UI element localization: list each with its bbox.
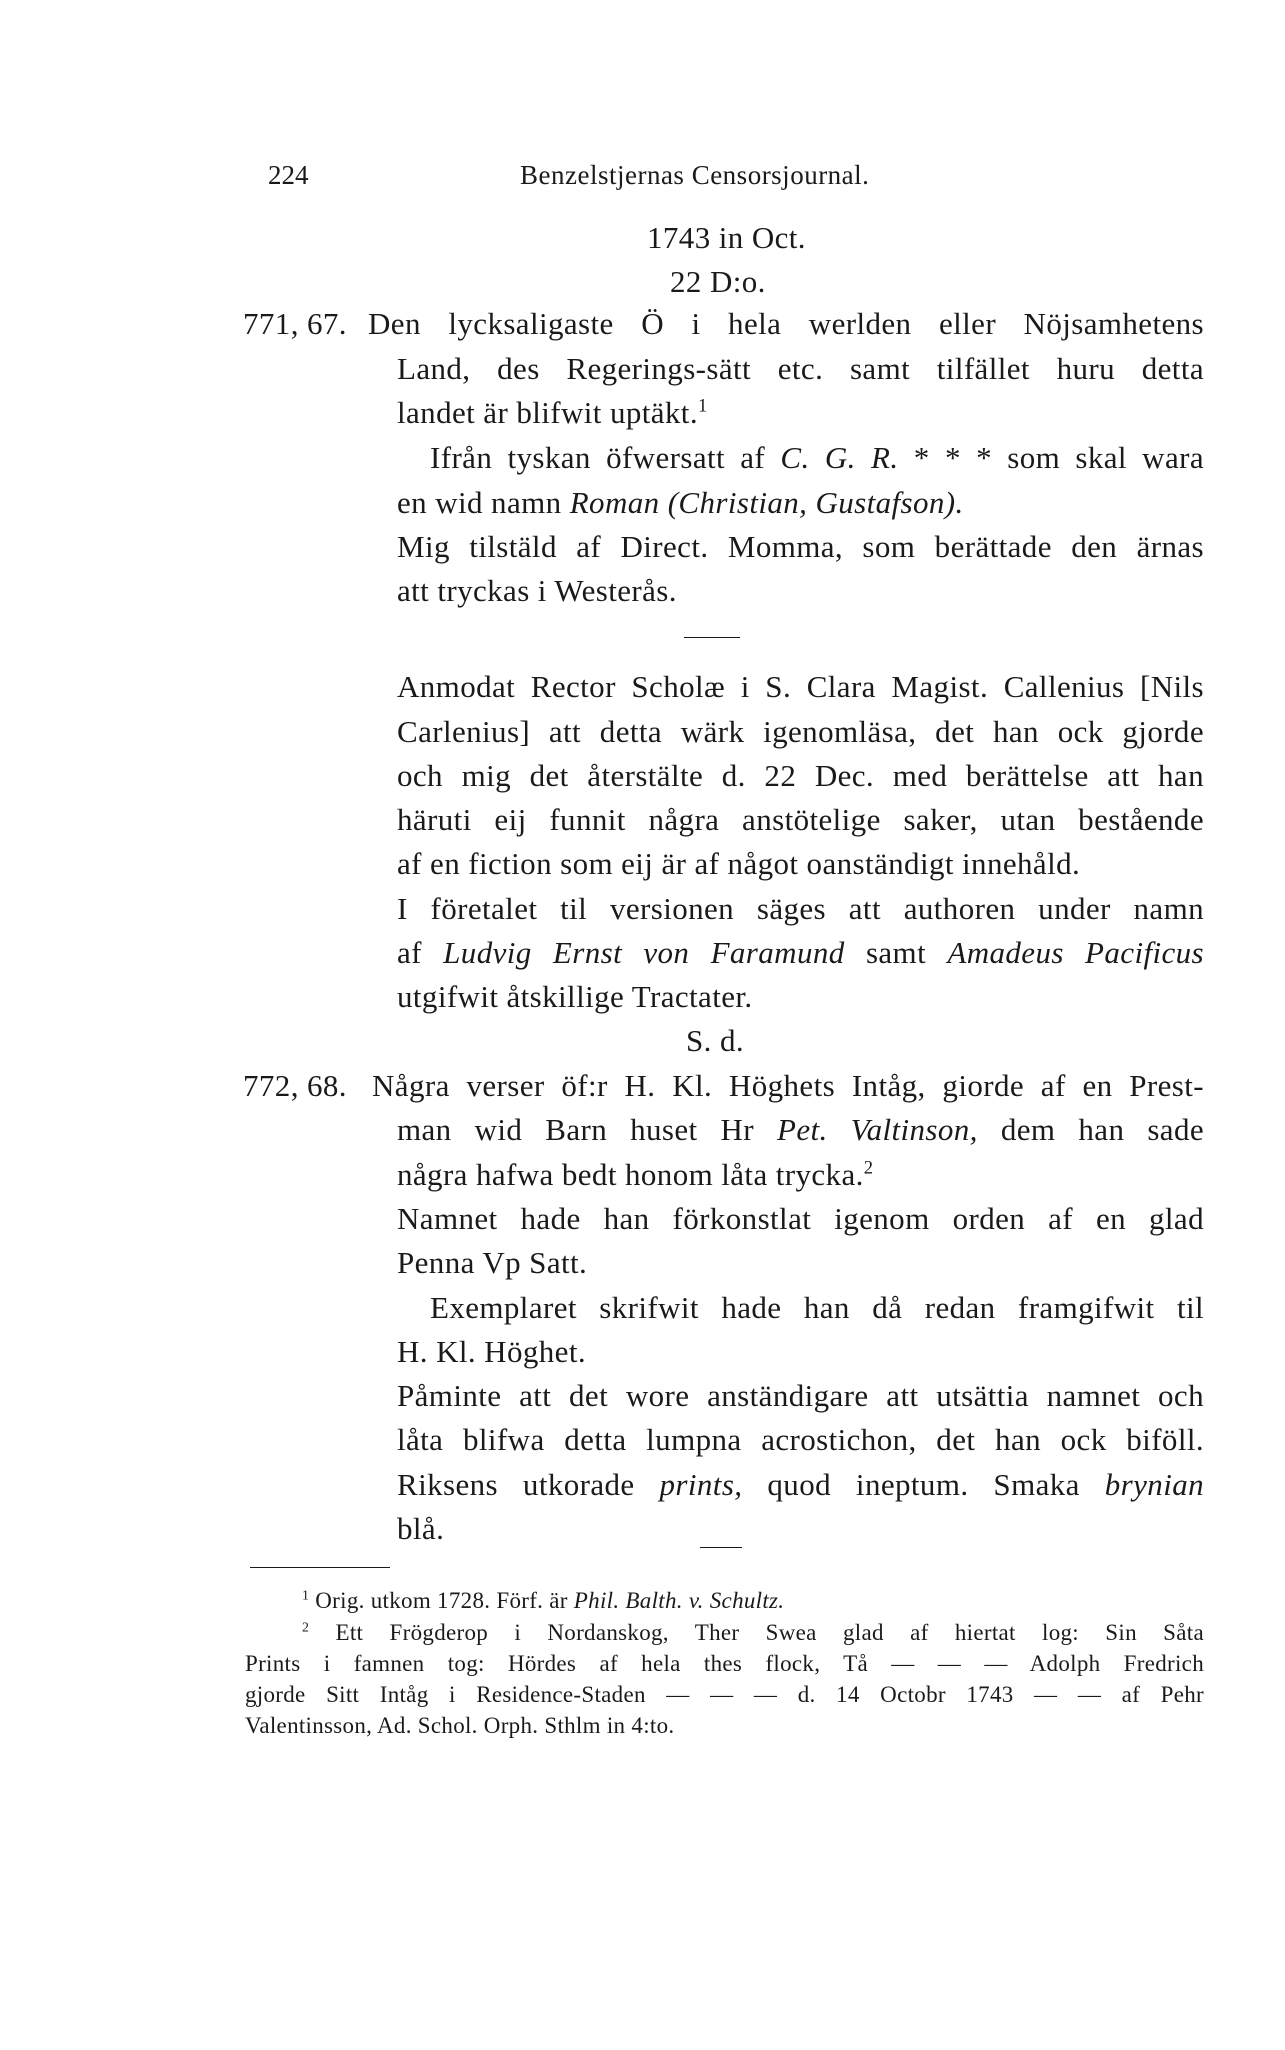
- entry-text: man wid Barn huset Hr: [397, 1112, 755, 1147]
- entry-line: [397, 1467, 1204, 1503]
- running-title: Benzelstjernas Censorsjournal.: [520, 160, 870, 190]
- word-prints: prints,: [659, 1467, 743, 1502]
- footnote-1: [302, 1588, 784, 1614]
- pseudonym-pacificus: Amadeus Pacificus: [947, 935, 1205, 970]
- entry-line: Land, des Regerings-sätt etc. samt tilfället huru detta: [397, 351, 1204, 386]
- entry-text: en wid namn: [397, 485, 562, 520]
- paragraph-line: Carlenius] att detta wärk igenomläsa, det han ock gjorde: [397, 714, 1204, 749]
- entry-line: att tryckas i Westerås.: [397, 573, 677, 608]
- entry-line: Penna Vp Satt.: [397, 1245, 588, 1280]
- entry-text: några hafwa bedt honom låta trycka.: [397, 1157, 864, 1192]
- footnote-2-line: [302, 1620, 1204, 1646]
- entry-line: Den lycksaligaste Ö i hela werlden eller Nöjsamhetens: [368, 306, 1204, 341]
- dateline-month: 1743 in Oct.: [647, 220, 806, 255]
- footnote-ref: 2: [863, 1157, 874, 1179]
- name-roman: Roman: [569, 485, 660, 520]
- footnote-mark: 1: [302, 1587, 310, 1603]
- word-brynian: brynian: [1104, 1467, 1205, 1502]
- entry-text: dem han sade: [1000, 1112, 1205, 1147]
- paragraph-line: I företalet til versionen säges att authoren under namn: [397, 891, 1204, 926]
- entry-line: blå.: [397, 1511, 445, 1546]
- footnote-text: Ett Frögderop i Nordanskog, Ther Swea glad af hiertat log: Sin Såta: [335, 1620, 1204, 1645]
- entry-number: 772, 68.: [243, 1068, 347, 1103]
- page-number: 224: [268, 160, 309, 190]
- author-initials: C. G. R.: [780, 440, 899, 475]
- signature-sd: S. d.: [686, 1023, 744, 1058]
- paragraph-line: utgifwit åtskillige Tractater.: [397, 979, 753, 1014]
- footnote-ref: 1: [697, 395, 708, 417]
- footnote-rule: [250, 1567, 390, 1568]
- paragraph-line: Anmodat Rector Scholæ i S. Clara Magist. Callenius [Nils: [397, 669, 1204, 704]
- paragraph-text: samt: [865, 935, 927, 970]
- entry-text: quod ineptum. Smaka: [767, 1467, 1080, 1502]
- paragraph-line: [397, 935, 1204, 971]
- entry-line: H. Kl. Höghet.: [397, 1334, 586, 1369]
- entry-line: [430, 440, 1204, 476]
- paragraph-line: af en fiction som eij är af något oanständigt innehåld.: [397, 846, 1081, 881]
- entry-line: låta blifwa detta lumpna acrostichon, det han ock biföll.: [397, 1422, 1204, 1457]
- section-separator: [684, 637, 740, 638]
- entry-text: landet är blifwit uptäkt.: [397, 395, 698, 430]
- footnote-mark: 2: [302, 1619, 310, 1635]
- name-christian: (Christian, Gustafson).: [667, 485, 964, 520]
- footnote-2-line: Valentinsson, Ad. Schol. Orph. Sthlm in 4:to.: [245, 1713, 675, 1738]
- dateline-day: 22 D:o.: [670, 264, 766, 299]
- entry-line: Påminte att det wore anständigare att utsättia namnet och: [397, 1378, 1204, 1413]
- entry-number: 771, 67.: [243, 306, 347, 341]
- paragraph-line: häruti eij funnit några anstötelige saker, utan bestående: [397, 802, 1204, 837]
- footnote-text: Orig. utkom 1728. Förf. är: [315, 1588, 568, 1613]
- footnote-author: Phil. Balth. v. Schultz.: [573, 1588, 785, 1613]
- entry-line: [397, 1112, 1204, 1148]
- entry-line: Några verser öf:r H. Kl. Höghets Intåg, giorde af en Prest-: [372, 1068, 1204, 1103]
- end-separator: [700, 1547, 742, 1548]
- name-valtinson: Pet. Valtinson,: [777, 1112, 978, 1147]
- entry-line: Namnet hade han förkonstlat igenom orden af en glad: [397, 1201, 1204, 1236]
- entry-text: Ifrån tyskan öfwersatt af: [430, 440, 766, 475]
- footnote-2-line: Prints i famnen tog: Hördes af hela thes flock, Tå — — — Adolph Fredrich: [245, 1651, 1204, 1676]
- entry-line: Mig tilstäld af Direct. Momma, som berättade den ärnas: [397, 529, 1204, 564]
- entry-text: Riksens utkorade: [397, 1467, 635, 1502]
- pseudonym-faramund: Ludvig Ernst von Faramund: [443, 935, 845, 970]
- paragraph-text: af: [397, 935, 422, 970]
- entry-line: [397, 1157, 873, 1193]
- footnote-2-line: gjorde Sitt Intåg i Residence-Staden — — — d. 14 Octobr 1743 — — af Pehr: [245, 1682, 1204, 1707]
- entry-line: Exemplaret skrifwit hade han då redan framgifwit til: [430, 1290, 1204, 1325]
- entry-text: * * * som skal wara: [913, 440, 1204, 475]
- paragraph-line: och mig det återstälte d. 22 Dec. med berättelse att han: [397, 758, 1204, 793]
- entry-line: [397, 485, 964, 521]
- entry-line: [397, 395, 708, 431]
